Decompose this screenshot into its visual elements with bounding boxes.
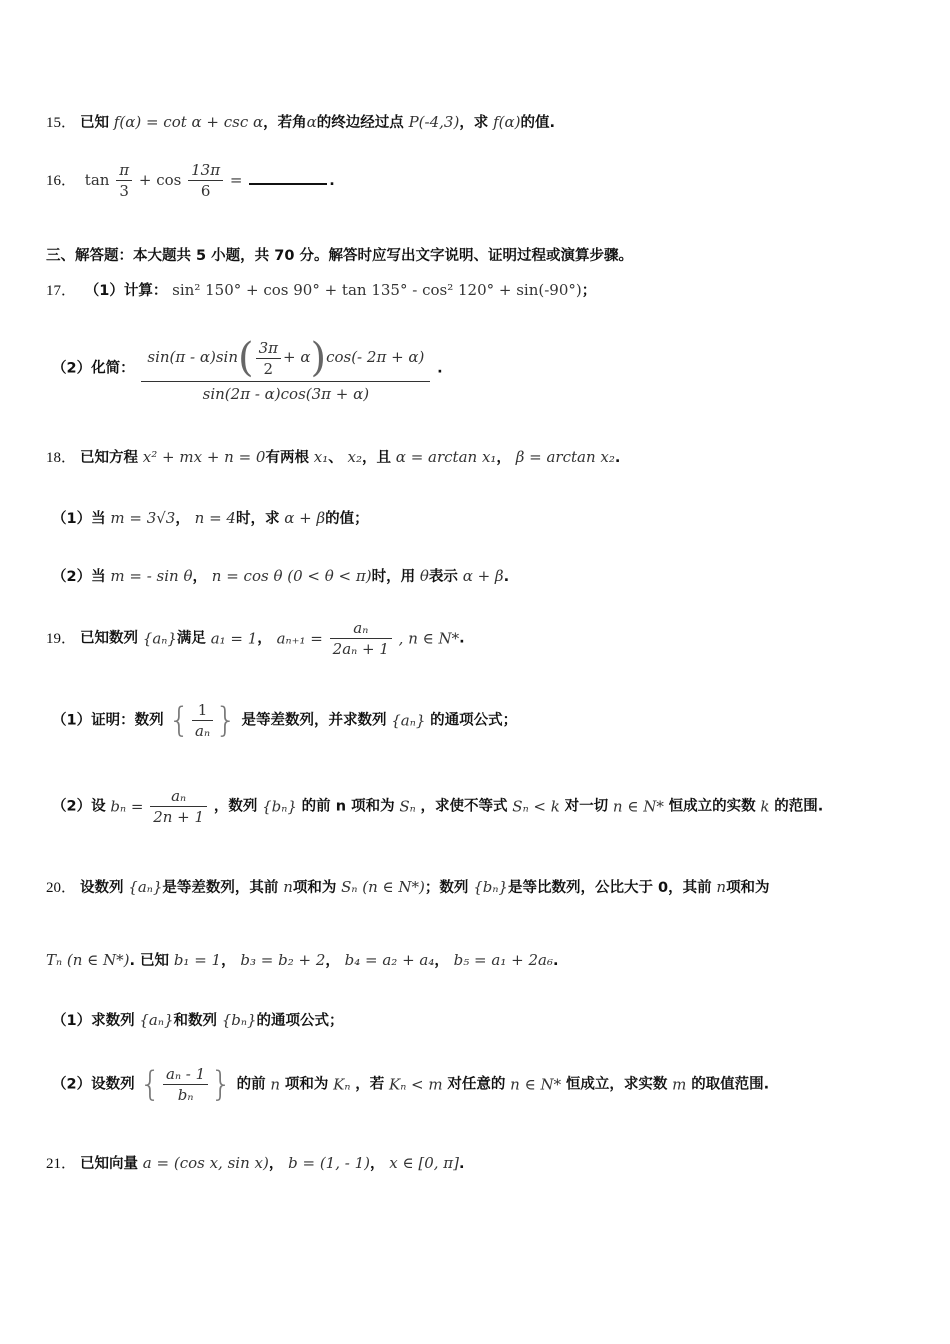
- question-18-part-1: （1）当 m = 3√3， n = 4时，求 α + β的值；: [52, 509, 369, 527]
- question-21: 21． 已知向量 a = (cos x, sin x)， b = (1, - 1)， x ∈ [0, π].: [46, 1154, 465, 1172]
- question-16: 16． tan $\frac{\pi}{3}$ + cos $\frac{13\pi}{6}$ = .: [46, 161, 335, 200]
- question-20: 20． 设数列 {aₙ}是等差数列，其前 n项和为 Sₙ (n ∈ N*)；数列 {bₙ}是等比数列，公比大于 0，其前 n项和为: [46, 878, 770, 896]
- question-17-part-2: （2）化简： sin(π - α)sin( $\frac{3\pi}{2}$ + α)cos(- 2π + α) sin(2π - α)cos(3π + α) .: [52, 335, 443, 403]
- question-20-part-1: （1）求数列 {aₙ}和数列 {bₙ}的通项公式；: [52, 1011, 344, 1029]
- fraction: $\frac{\text{aₙ}}{\text{2aₙ + 1}}$: [330, 618, 392, 659]
- fraction: $\frac{\pi}{3}$: [116, 160, 132, 201]
- question-20-part-2: （2）设数列 { $\frac{\text{aₙ - 1}}{\text{bₙ}}$ } 的前 n 项和为 Kₙ ，若 Kₙ < m 对任意的 n ∈ N* 恒成立，求实数 m 的取值范围.: [52, 1064, 770, 1105]
- section-heading: 三、解答题：本大题共 5 小题，共 70 分。解答时应写出文字说明、证明过程或演算步骤。: [46, 248, 633, 264]
- question-17-part-1: 17． （1）计算： sin² 150° + cos 90° + tan 135° - cos² 120° + sin(-90°)；: [46, 281, 597, 299]
- fraction: $\frac{13\pi}{6}$: [188, 160, 223, 201]
- question-18-part-2: （2）当 m = - sin θ， n = cos θ (0 < θ < π)时，用 θ表示 α + β.: [52, 567, 510, 585]
- question-number: 18．: [46, 450, 77, 466]
- question-number: 19．: [46, 630, 77, 647]
- math-expression: f(α) = cot α + csc α: [113, 113, 264, 131]
- fraction: $\frac{\text{aₙ}}{2n + 1}$: [150, 786, 207, 827]
- question-20-line-2: Tₙ (n ∈ N*). 已知 b₁ = 1， b₃ = b₂ + 2， b₄ = a₂ + a₄， b₅ = a₁ + 2a₆.: [46, 951, 559, 969]
- question-number: 15．: [46, 115, 77, 131]
- question-19-part-1: （1）证明：数列 { $\frac{1}{\text{aₙ}}$ } 是等差数列，并求数列 {aₙ} 的通项公式；: [52, 700, 518, 741]
- question-number: 20．: [46, 880, 77, 896]
- answer-blank: [249, 183, 327, 185]
- question-number: 21．: [46, 1156, 77, 1172]
- math-expression: sin² 150° + cos 90° + tan 135° - cos² 120° + sin(-90°): [172, 281, 582, 299]
- question-number: 16．: [46, 172, 77, 189]
- fraction: $\frac{1}{\text{aₙ}}$: [192, 700, 213, 741]
- fraction: $\frac{\text{aₙ - 1}}{\text{bₙ}}$: [163, 1064, 208, 1105]
- question-19-part-2: （2）设 bₙ = $\frac{\text{aₙ}}{2n + 1}$ ，数列 {bₙ} 的前 n 项和为 Sₙ ，求使不等式 Sₙ < k 对一切 n ∈ N* 恒成立的实数 k 的范围.: [52, 787, 824, 826]
- question-18: 18． 已知方程 x² + mx + n = 0有两根 x₁、 x₂，且 α = arctan x₁， β = arctan x₂.: [46, 448, 621, 466]
- question-15: 15． 已知 f(α) = cot α + csc α，若角α的终边经过点 P(-4,3)，求 f(α)的值.: [46, 113, 555, 131]
- question-19: 19． 已知数列 {aₙ}满足 a₁ = 1， aₙ₊₁ = $\frac{\text{aₙ}}{\text{2aₙ + 1}}$ , n ∈ N*.: [46, 619, 465, 658]
- fraction: sin(π - α)sin( $\frac{3\pi}{2}$ + α)cos(- 2π + α) sin(2π - α)cos(3π + α): [141, 333, 430, 404]
- question-number: 17．: [46, 283, 77, 299]
